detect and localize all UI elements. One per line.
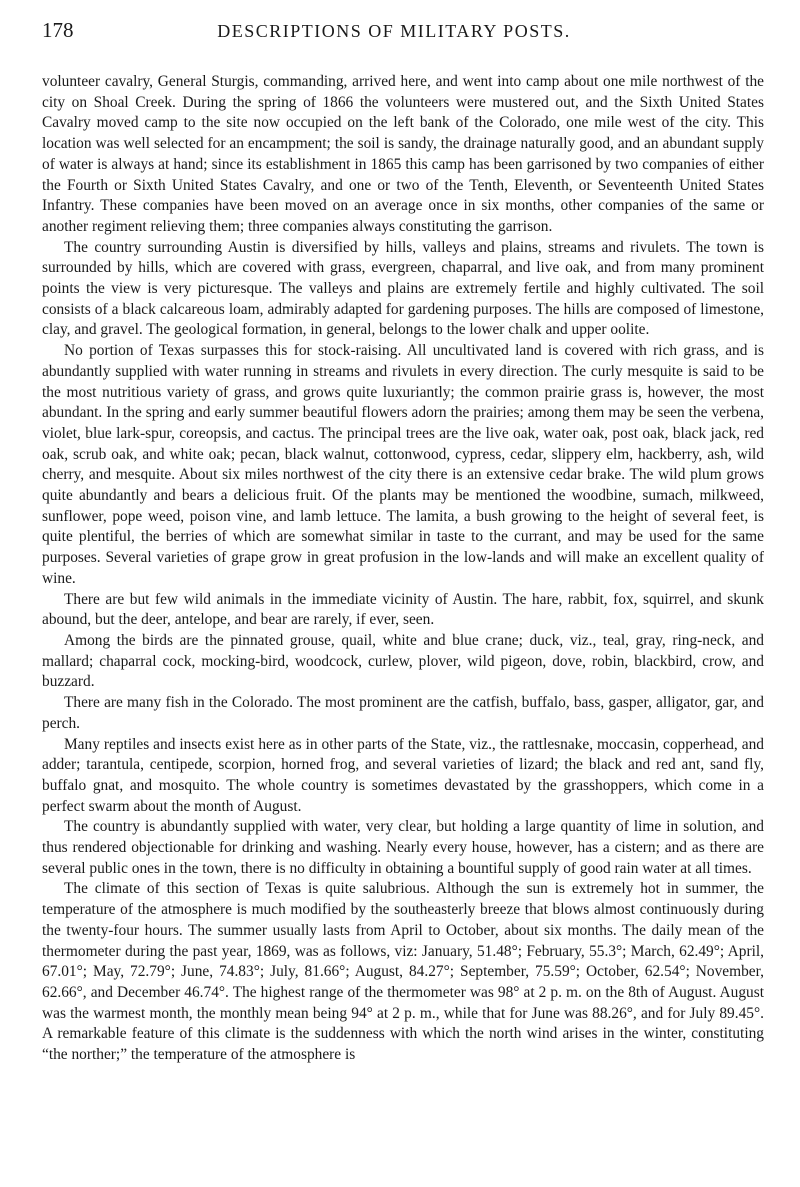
body-text (42, 72, 764, 1066)
paragraph: The country is abundantly supplied with water, very clear, but holding a large quantity of lime in solution, and thus rendered objectionable for drinking and washing. Nearly every house, however, has a cistern; and as there are several public ones in the town, there is no difficulty in obtaining a bountiful supply of good rain water at all times. (42, 818, 764, 877)
paragraph: The climate of this section of Texas is quite salubrious. Although the sun is extremely hot in summer, the temperature of the atmosphere is much modified by the southeasterly breeze that blows almost continuously during the twenty-four hours. The summer usually lasts from April to October, about six months. The daily mean of the thermometer during the past year, 1869, was as follows, viz: January, 51.48°; February, 55.3°; March, 62.49°; April, 67.01°; May, 72.79°; June, 74.83°; July, 81.66°; August, 84.27°; September, 75.59°; October, 62.54°; November, 62.66°, and December 46.74°. The highest range of the thermometer was 98° at 2 p. m. on the 8th of August. August was the warmest month, the monthly mean being 94° at 2 p. m., while that for June was 88.26°, and for July 89.45°. A remarkable feature of this climate is the suddenness with which the north wind arises in the winter, constituting “the norther;” the temperature of the atmosphere is (42, 880, 764, 1064)
paragraph: Among the birds are the pinnated grouse, quail, white and blue crane; duck, viz., teal, gray, ring-neck, and mallard; chaparral cock, mocking-bird, woodcock, curlew, plover, wild pigeon, dove, robin, blackbird, crow, and buzzard. (42, 631, 764, 691)
page-header (42, 18, 764, 48)
paragraph: There are but few wild animals in the immediate vicinity of Austin. The hare, rabbit, fox, squirrel, and skunk abound, but the deer, antelope, and bear are rarely, if ever, seen. (42, 590, 764, 629)
running-title: DESCRIPTIONS OF MILITARY POSTS. (217, 21, 571, 41)
paragraph: Many reptiles and insects exist here as in other parts of the State, viz., the rattlesnake, moccasin, copperhead, and adder; tarantula, centipede, scorpion, horned frog, and several varieties of lizard; the black and red ant, sand fly, buffalo gnat, and mosquito. The whole country is sometimes devastated by the grasshoppers, which come in a perfect swarm about the month of August. (42, 735, 764, 815)
paragraph: There are many fish in the Colorado. The most prominent are the catfish, buffalo, bass, gasper, alligator, gar, and perch. (42, 694, 764, 732)
paragraph: No portion of Texas surpasses this for stock-raising. All uncultivated land is covered with rich grass, and is abundantly supplied with water running in streams and rivulets in every direction. The curly mesquite is said to be the most nutritious variety of grass, and grows quite luxuriantly; the common prairie grass is, however, the most abundant. In the spring and early summer beautiful flowers adorn the prairies; among them may be seen the verbena, violet, blue lark-spur, coreopsis, and cactus. The principal trees are the live oak, water oak, post oak, black jack, red oak, scrub oak, and white oak; pecan, black walnut, cottonwood, cypress, cedar, slippery elm, hackberry, ash, wild cherry, and mesquite. About six miles northwest of the city there is an extensive cedar brake. The wild plum grows quite abundantly and bears a delicious fruit. Of the plants may be mentioned the woodbine, sumach, milkweed, sunflower, pope weed, poison vine, and lamb lettuce. The lamita, a bush growing to the height of several feet, is quite plentiful, the berries of which are somewhat similar in taste to the currant, and may be used for the same purposes. Several varieties of grape grow in great profusion in the low-lands and will make an excellent quality of wine. (42, 342, 764, 587)
paragraph: The country surrounding Austin is diversified by hills, valleys and plains, streams and rivulets. The town is surrounded by hills, which are covered with grass, evergreen, chaparral, and live oak, and from many prominent points the view is very picturesque. The valleys and plains are extremely fertile and highly cultivated. The soil consists of a black calcareous loam, admirably adapted for gardening purposes. The hills are composed of limestone, clay, and gravel. The geological formation, in general, belongs to the lower chalk and upper oolite. (42, 238, 764, 339)
page-number: 178 (42, 18, 74, 42)
paragraph: volunteer cavalry, General Sturgis, commanding, arrived here, and went into camp about one mile northwest of the city on Shoal Creek. During the spring of 1866 the volunteers were mustered out, and the Sixth United States Cavalry moved camp to the site now occupied on the left bank of the Colorado, one mile west of the city. This location was well selected for an encampment; the soil is sandy, the drainage naturally good, and an abundant supply of water is always at hand; since its establishment in 1865 this camp has been garrisoned by two companies of either the Fourth or Sixth United States Cavalry, and one or two of the Tenth, Eleventh, or Seventeenth United States Infantry. These companies have been moved on an average once in six months, other companies of the same or another regiment relieving them; three companies always constituting the garrison. (42, 73, 764, 235)
